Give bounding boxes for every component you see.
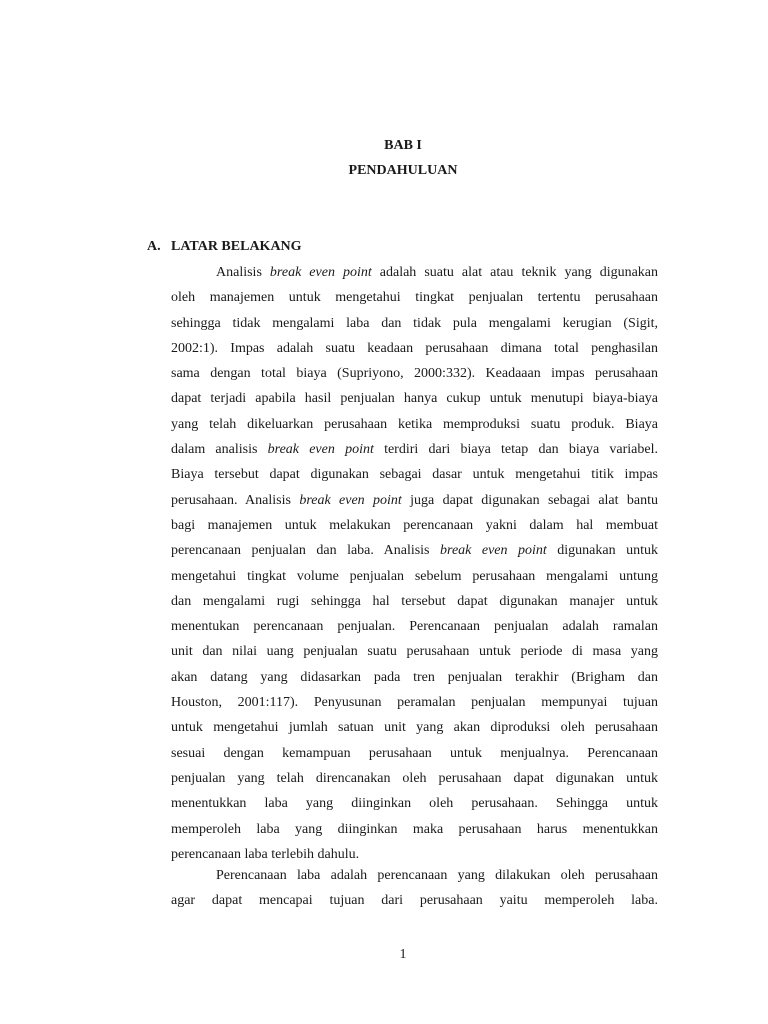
text-line: agar dapat mencapai tujuan dari perusahaan yaitu memperoleh laba. <box>171 893 658 909</box>
text-line: menentukkan laba yang diinginkan oleh perusahaan. Sehingga untuk <box>171 796 658 812</box>
text-line: mengetahui tingkat volume penjualan sebelum perusahaan mengalami untung <box>171 568 658 584</box>
text-line: dan mengalami rugi sehingga hal tersebut dapat digunakan manajer untuk <box>171 593 658 609</box>
text-line: menentukan perencanaan penjualan. Perencanaan penjualan adalah ramalan <box>171 619 658 635</box>
text-line: 2002:1). Impas adalah suatu keadaan perusahaan dimana total penghasilan <box>171 340 658 356</box>
text-line: dalam analisis break even point terdiri dari biaya tetap dan biaya variabel. <box>171 442 658 458</box>
section-heading <box>147 238 302 256</box>
text-line: bagi manajemen untuk melakukan perencanaan yakni dalam hal membuat <box>171 517 658 533</box>
section-letter: A. <box>147 239 161 254</box>
paragraph-2 <box>171 863 658 914</box>
text-line: untuk mengetahui jumlah satuan unit yang akan diproduksi oleh perusahaan <box>171 720 658 736</box>
italic-term: break even point <box>267 442 374 458</box>
text-line: perusahaan. Analisis break even point juga dapat digunakan sebagai alat bantu <box>171 492 658 508</box>
text-line: Perencanaan laba adalah perencanaan yang dilakukan oleh perusahaan <box>216 868 658 883</box>
italic-term: break even point <box>269 265 372 280</box>
text-line: sehingga tidak mengalami laba dan tidak pula mengalami kerugian (Sigit, <box>171 315 658 331</box>
text-line: Analisis break even point adalah suatu alat atau teknik yang digunakan <box>216 265 658 280</box>
text-line: Biaya tersebut dapat digunakan sebagai dasar untuk mengetahui titik impas <box>171 467 658 483</box>
section-title: LATAR BELAKANG <box>171 239 302 254</box>
chapter-number: BAB I <box>384 138 422 153</box>
paragraph-1 <box>171 260 658 867</box>
text-line: unit dan nilai uang penjualan suatu perusahaan untuk periode di masa yang <box>171 644 658 660</box>
text-line: penjualan yang telah direncanakan oleh perusahaan dapat digunakan untuk <box>171 770 658 786</box>
italic-term: break even point <box>440 543 547 559</box>
text-line: memperoleh laba yang diinginkan maka perusahaan harus menentukkan <box>171 821 658 837</box>
text-line: Houston, 2001:117). Penyusunan peramalan penjualan mempunyai tujuan <box>171 695 658 711</box>
text-line: sama dengan total biaya (Supriyono, 2000:332). Keadaaan impas perusahaan <box>171 366 658 382</box>
text-line: perencanaan laba terlebih dahulu. <box>171 846 360 862</box>
text-line: dapat terjadi apabila hasil penjualan hanya cukup untuk menutupi biaya-biaya <box>171 391 658 407</box>
text-line: perencanaan penjualan dan laba. Analisis break even point digunakan untuk <box>171 543 658 559</box>
italic-term: break even point <box>299 492 402 508</box>
text-line: sesuai dengan kemampuan perusahaan untuk menjualnya. Perencanaan <box>171 745 658 761</box>
text-line: yang telah dikeluarkan perusahaan ketika memproduksi suatu produk. Biaya <box>171 416 658 432</box>
text-line: oleh manajemen untuk mengetahui tingkat penjualan tertentu perusahaan <box>171 290 658 306</box>
chapter-title: PENDAHULUAN <box>348 163 458 178</box>
page-number: 1 <box>399 947 407 962</box>
text-line: akan datang yang didasarkan pada tren penjualan terakhir (Brigham dan <box>171 669 658 685</box>
